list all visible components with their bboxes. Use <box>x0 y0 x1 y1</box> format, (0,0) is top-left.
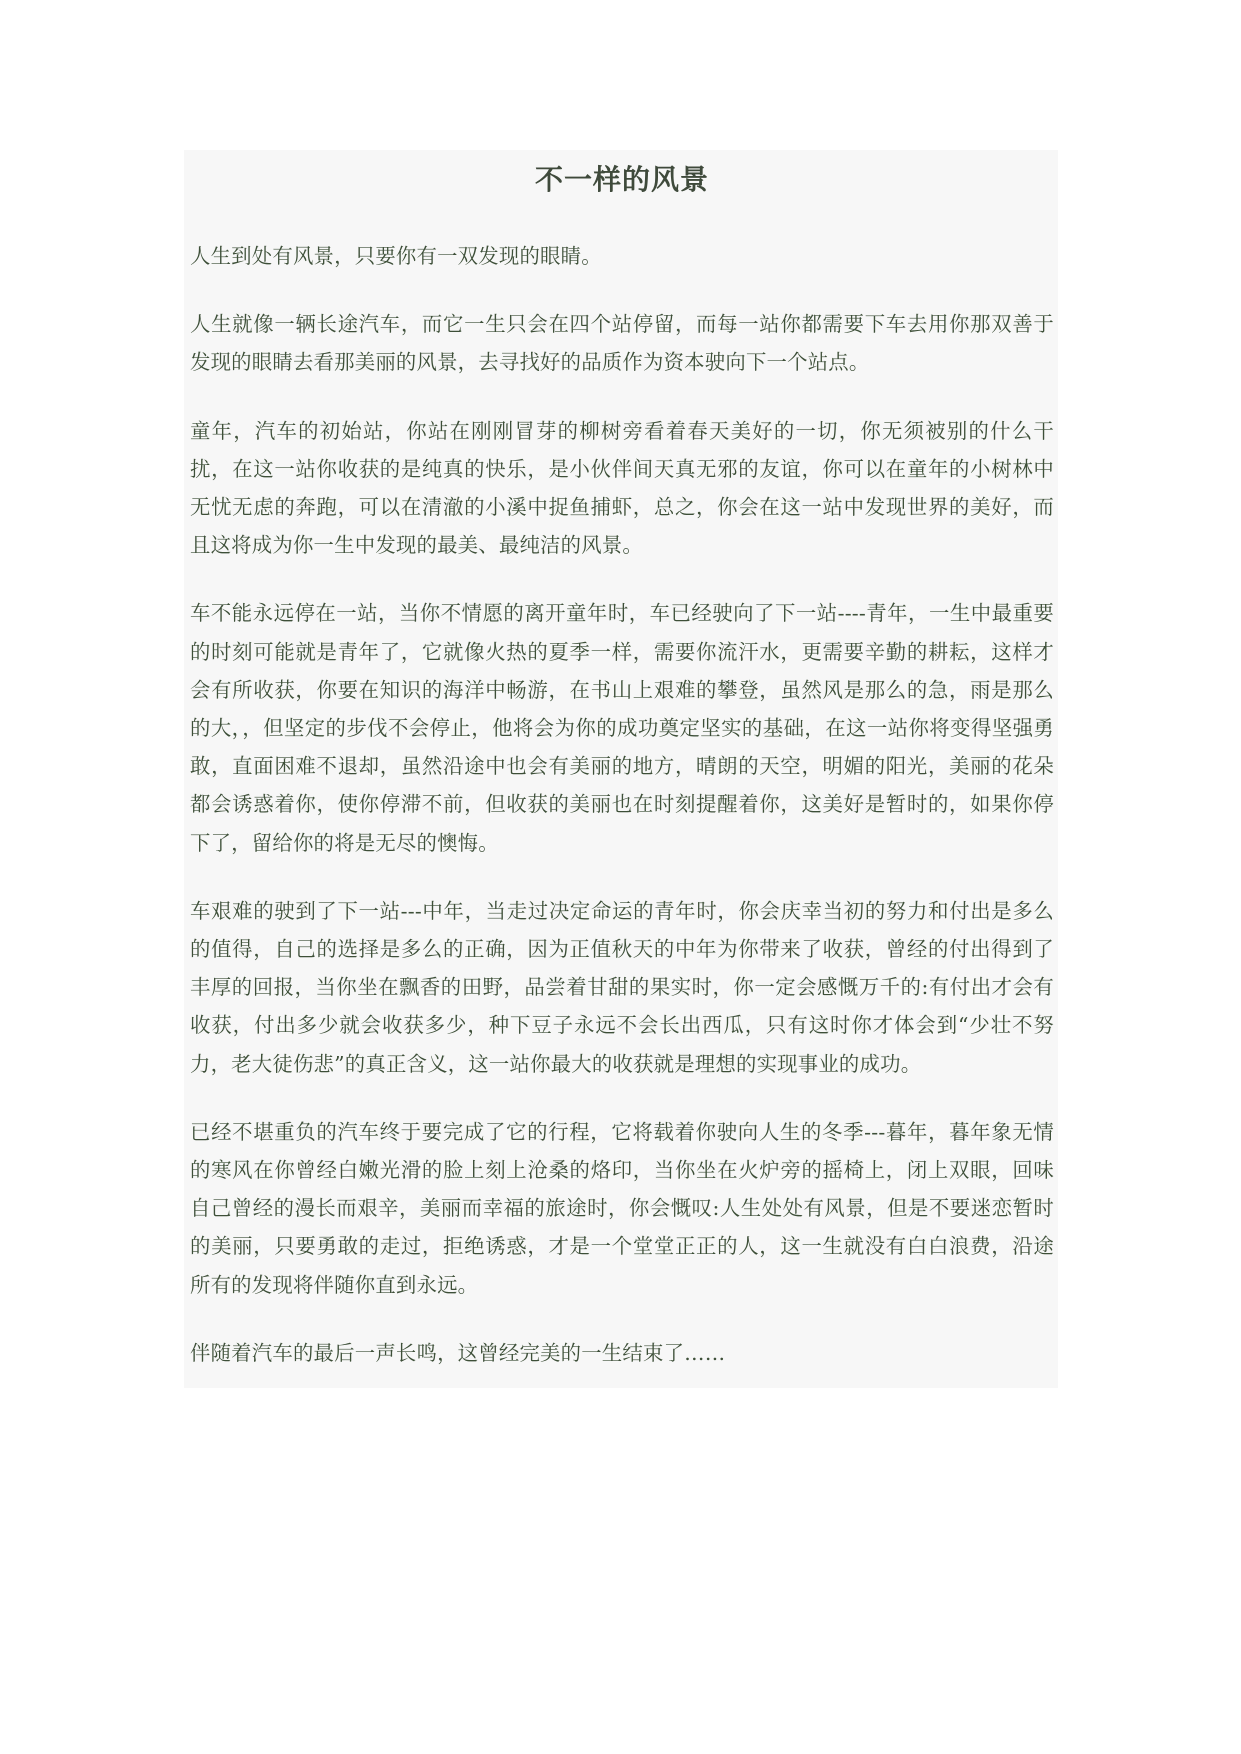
paragraph-3: 童年，汽车的初始站，你站在刚刚冒芽的柳树旁看着春天美好的一切，你无须被别的什么干扰，在这一站你收获的是纯真的快乐，是小伙伴间天真无邪的友谊，你可以在童年的小树林中无忧无虑的奔跑，可以在清澈的小溪中捉鱼捕虾，总之，你会在这一站中发现世界的美好，而且这将成为你一生中发现的最美、最纯洁的风景。 <box>190 418 1054 558</box>
article-title: 不一样的风景 <box>534 163 709 196</box>
paragraph-5: 车艰难的驶到了下一站---中年，当走过决定命运的青年时，你会庆幸当初的努力和付出是多么的值得，自己的选择是多么的正确，因为正值秋天的中年为你带来了收获，曾经的付出得到了丰厚的回报，当你坐在飘香的田野，品尝着甘甜的果实时，你一定会感慨万千的:有付出才会有收获，付出多少就会收获多少，种下豆子永远不会长出西瓜，只有这时你才体会到“少壮不努力，老大徒伤悲”的真正含义，这一站你最大的收获就是理想的实现事业的成功。 <box>190 898 1054 1076</box>
paragraph-1: 人生到处有风景，只要你有一双发现的眼睛。 <box>190 244 602 268</box>
article-panel <box>184 150 1058 1388</box>
paragraph-7: 伴随着汽车的最后一声长鸣，这曾经完美的一生结束了…… <box>190 1340 726 1365</box>
paragraph-6: 已经不堪重负的汽车终于要完成了它的行程，它将载着你驶向人生的冬季---暮年，暮年象无情的寒风在你曾经白嫩光滑的脸上刻上沧桑的烙印，当你坐在火炉旁的摇椅上，闭上双眼，回味自己曾经的漫长而艰辛，美丽而幸福的旅途时，你会慨叹:人生处处有风景，但是不要迷恋暂时的美丽，只要勇敢的走过，拒绝诱惑，才是一个堂堂正正的人，这一生就没有白白浪费，沿途所有的发现将伴随你直到永远。 <box>190 1119 1054 1297</box>
paragraph-4: 车不能永远停在一站，当你不情愿的离开童年时，车已经驶向了下一站----青年，一生中最重要的时刻可能就是青年了，它就像火热的夏季一样，需要你流汗水，更需要辛勤的耕耘，这样才会有所收获，你要在知识的海洋中畅游，在书山上艰难的攀登，虽然风是那么的急，雨是那么的大，，但坚定的步伐不会停止，他将会为你的成功奠定坚实的基础，在这一站你将变得坚强勇敢，直面困难不退却，虽然沿途中也会有美丽的地方，晴朗的天空，明媚的阳光，美丽的花朵都会诱惑着你，使你停滞不前，但收获的美丽也在时刻提醒着你，这美好是暂时的，如果你停下了，留给你的将是无尽的懊悔。 <box>190 601 1054 855</box>
paragraph-2: 人生就像一辆长途汽车，而它一生只会在四个站停留，而每一站你都需要下车去用你那双善于发现的眼睛去看那美丽的风景，去寻找好的品质作为资本驶向下一个站点。 <box>190 312 1054 375</box>
